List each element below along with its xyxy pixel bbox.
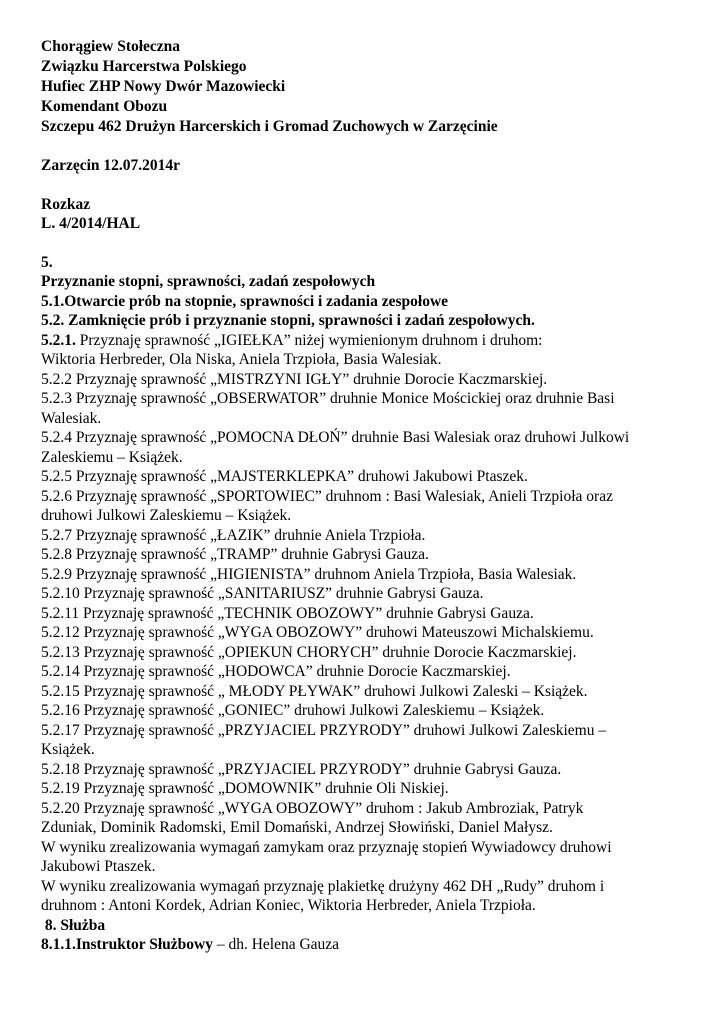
item-5-2-18: 5.2.18 Przyznaję sprawność „PRZYJACIEL PRZYRODY” druhnie Gabrysi Gauza.: [41, 761, 562, 778]
header-district: Hufiec ZHP Nowy Dwór Mazowiecki: [41, 78, 286, 95]
order-title: Rozkaz: [41, 196, 91, 213]
item-5-2-10: 5.2.10 Przyznaję sprawność „SANITARIUSZ” druhnie Gabrysi Gauza.: [41, 585, 484, 602]
item-5-2-1-continuation: Wiktoria Herbreder, Ola Niska, Aniela Trzpioła, Basia Walesiak.: [41, 351, 442, 368]
item-5-2-1-text: Przyznaję sprawność „IGIEŁKA” niżej wymienionym druhnom i druhom:: [75, 332, 543, 349]
order-number: L. 4/2014/HAL: [41, 215, 141, 232]
item-5-2-1: [41, 331, 542, 350]
item-5-2-7: 5.2.7 Przyznaję sprawność „ŁAZIK” druhnie Aniela Trzpioła.: [41, 527, 426, 544]
rank-award-paragraph: W wyniku zrealizowania wymagań zamykam oraz przyznaję stopień Wywiadowcy druhowi: [41, 839, 612, 856]
item-5-2-20-continuation: Zduniak, Dominik Radomski, Emil Domański, Andrzej Słowiński, Daniel Małysz.: [41, 819, 553, 836]
item-8-1-1-value: – dh. Helena Gauza: [212, 936, 340, 953]
section-5-2: 5.2. Zamknięcie prób i przyznanie stopni, sprawności i zadań zespołowych.: [41, 312, 535, 329]
section-5-number: 5.: [41, 254, 53, 271]
item-5-2-6: 5.2.6 Przyznaję sprawność „SPORTOWIEC” druhnom : Basi Walesiak, Anieli Trzpioła oraz: [41, 488, 613, 505]
item-5-2-17-continuation: Książek.: [41, 741, 95, 758]
item-8-1-1-label: 8.1.1.Instruktor Służbowy: [41, 936, 213, 953]
item-5-2-3: 5.2.3 Przyznaję sprawność „OBSERWATOR” druhnie Monice Mościckiej oraz druhnie Basi: [41, 390, 615, 407]
item-5-2-20: 5.2.20 Przyznaję sprawność „WYGA OBOZOWY” druhom : Jakub Ambroziak, Patryk: [41, 800, 584, 817]
item-5-2-4: 5.2.4 Przyznaję sprawność „POMOCNA DŁOŃ” druhnie Basi Walesiak oraz druhowi Julkowi: [41, 429, 630, 446]
item-5-2-16: 5.2.16 Przyznaję sprawność „GONIEC” druhowi Julkowi Zaleskiemu – Książek.: [41, 702, 545, 719]
item-5-2-6-continuation: druhowi Julkowi Zaleskiemu – Książek.: [41, 507, 292, 524]
item-5-2-19: 5.2.19 Przyznaję sprawność „DOMOWNIK” druhnie Oli Niskiej.: [41, 780, 449, 797]
item-5-2-1-number: 5.2.1.: [41, 332, 76, 349]
section-8-title: 8. Służba: [41, 917, 106, 934]
badge-award-continuation: druhnom : Antoni Kordek, Adrian Koniec, Wiktoria Herbreder, Aniela Trzpioła.: [41, 897, 536, 914]
item-5-2-11: 5.2.11 Przyznaję sprawność „TECHNIK OBOZOWY” druhnie Gabrysi Gauza.: [41, 605, 534, 622]
item-5-2-4-continuation: Zaleskiemu – Książek.: [41, 449, 183, 466]
item-5-2-9: 5.2.9 Przyznaję sprawność „HIGIENISTA” druhnom Aniela Trzpioła, Basia Walesiak.: [41, 566, 577, 583]
item-5-2-2: 5.2.2 Przyznaję sprawność „MISTRZYNI IGŁY” druhnie Dorocie Kaczmarskiej.: [41, 371, 548, 388]
header-banner: Chorągiew Stołeczna: [41, 38, 181, 55]
item-5-2-17: 5.2.17 Przyznaję sprawność „PRZYJACIEL PRZYRODY” druhowi Julkowi Zaleskiemu –: [41, 722, 607, 739]
rank-award-continuation: Jakubowi Ptaszek.: [41, 858, 156, 875]
item-5-2-5: 5.2.5 Przyznaję sprawność „MAJSTERKLEPKA” druhowi Jakubowi Ptaszek.: [41, 468, 528, 485]
header-association: Związku Harcerstwa Polskiego: [41, 58, 247, 75]
badge-award-paragraph: W wyniku zrealizowania wymagań przyznaję plakietkę drużyny 462 DH „Rudy” druhom i: [41, 878, 605, 895]
item-8-1-1: [41, 935, 339, 954]
item-5-2-13: 5.2.13 Przyznaję sprawność „OPIEKUN CHORYCH” druhnie Dorocie Kaczmarskiej.: [41, 644, 577, 661]
section-5-title: Przyznanie stopni, sprawności, zadań zespołowych: [41, 273, 376, 290]
header-unit: Szczepu 462 Drużyn Harcerskich i Gromad Zuchowych w Zarzęcinie: [41, 118, 498, 135]
item-5-2-12: 5.2.12 Przyznaję sprawność „WYGA OBOZOWY” druhowi Mateuszowi Michalskiemu.: [41, 624, 594, 641]
item-5-2-3-continuation: Walesiak.: [41, 410, 102, 427]
item-5-2-14: 5.2.14 Przyznaję sprawność „HODOWCA” druhnie Dorocie Kaczmarskiej.: [41, 663, 511, 680]
section-5-1: 5.1.Otwarcie prób na stopnie, sprawności i zadania zespołowe: [41, 293, 449, 310]
item-5-2-15: 5.2.15 Przyznaję sprawność „ MŁODY PŁYWAK” druhowi Julkowi Zaleski – Książek.: [41, 683, 588, 700]
header-commander: Komendant Obozu: [41, 98, 168, 115]
place-date: Zarzęcin 12.07.2014r: [41, 157, 181, 174]
item-5-2-8: 5.2.8 Przyznaję sprawność „TRAMP” druhnie Gabrysi Gauza.: [41, 546, 429, 563]
